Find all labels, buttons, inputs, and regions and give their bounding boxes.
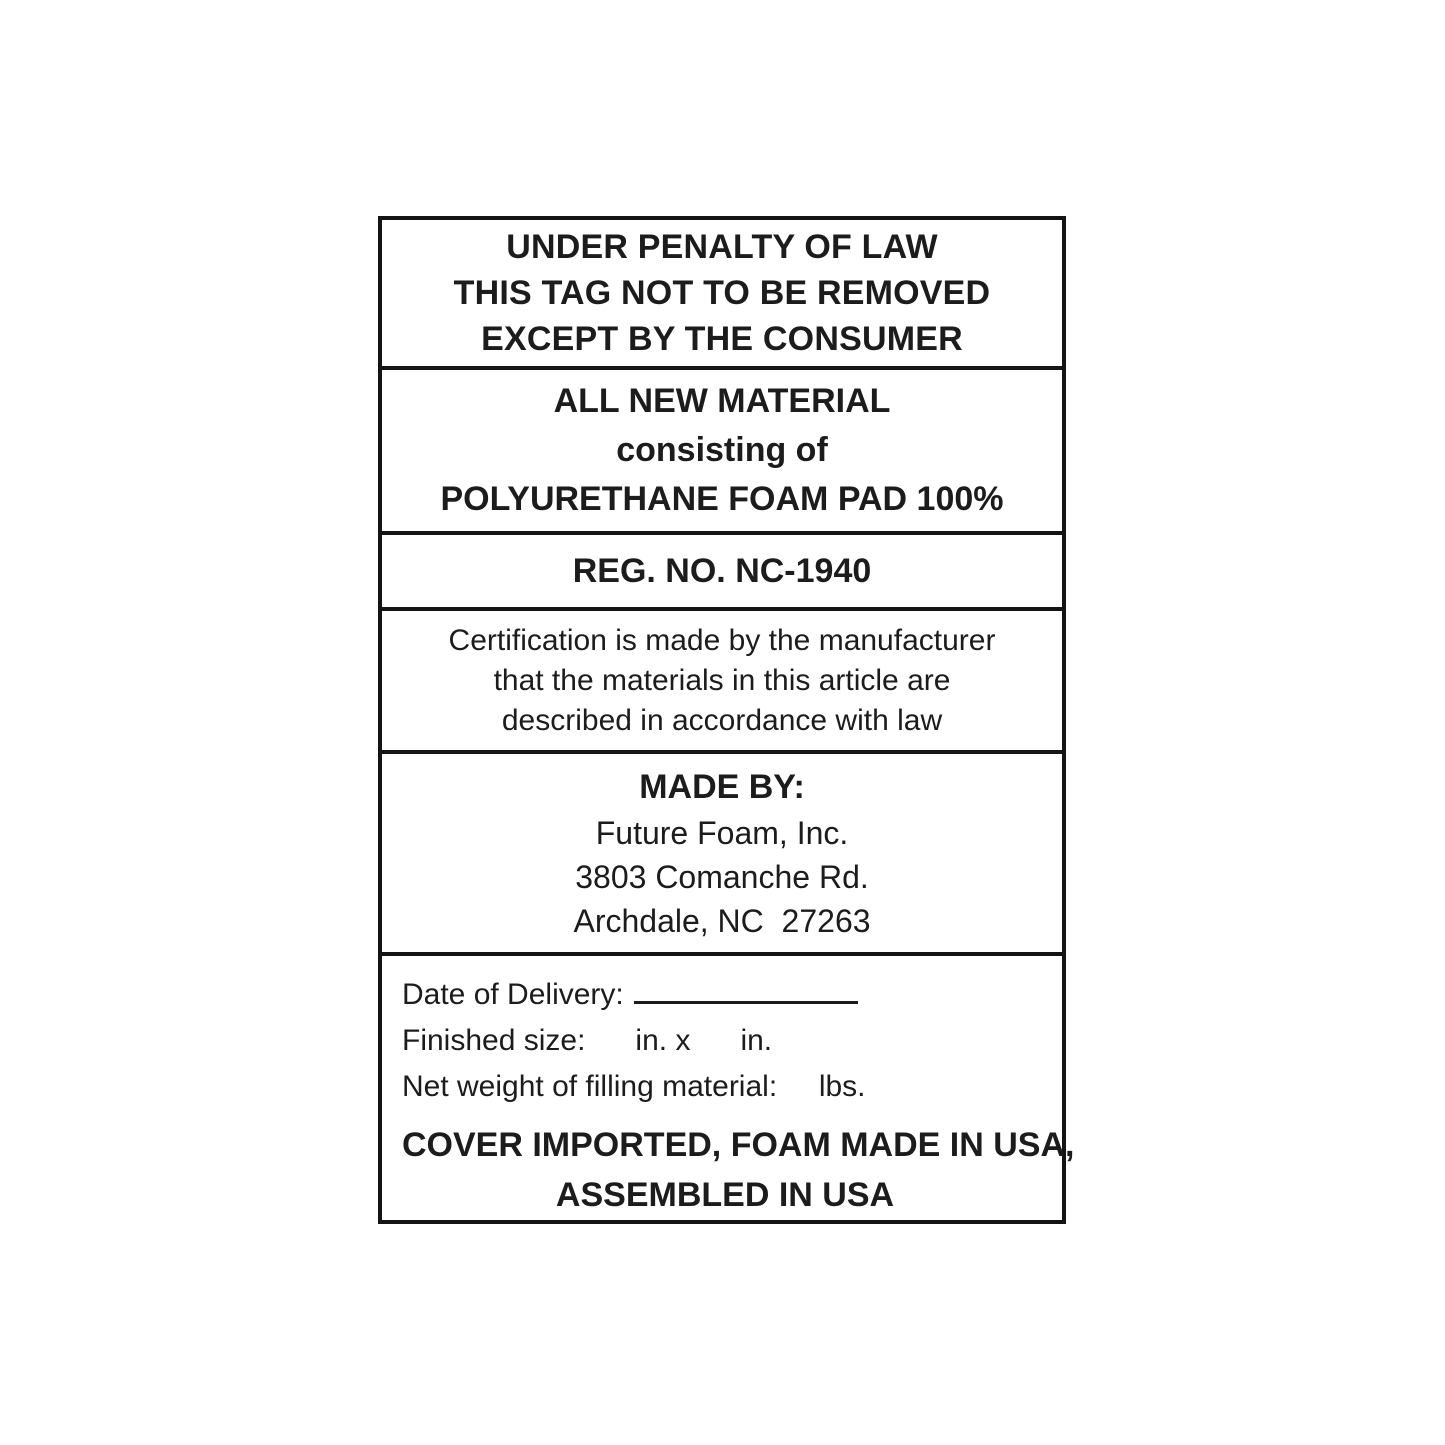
- date-of-delivery-label: Date of Delivery:: [402, 978, 624, 1011]
- origin-line: COVER IMPORTED, FOAM MADE IN USA,: [402, 1126, 1075, 1164]
- made-by-section: [382, 754, 1062, 956]
- law-tag-label: [378, 216, 1075, 1224]
- manufacturer-street: 3803 Comanche Rd.: [575, 859, 869, 895]
- finished-size-row: Finished size: in. x in.: [402, 1024, 773, 1057]
- date-of-delivery-blank-line: [634, 974, 858, 1004]
- certification-section: [382, 611, 1062, 754]
- manufacturer-name: Future Foam, Inc.: [595, 815, 849, 851]
- material-section: [382, 370, 1062, 535]
- certification-line: described in accordance with law: [501, 703, 943, 737]
- material-line: ALL NEW MATERIAL: [553, 382, 891, 420]
- material-line: POLYURETHANE FOAM PAD 100%: [440, 480, 1004, 518]
- made-by-heading: MADE BY:: [639, 768, 805, 806]
- penalty-line: EXCEPT BY THE CONSUMER: [481, 320, 963, 358]
- certification-line: that the materials in this article are: [493, 663, 951, 697]
- material-line: consisting of: [616, 431, 828, 469]
- origin-statement: [402, 1120, 1075, 1220]
- registration-number: REG. NO. NC-1940: [572, 552, 872, 590]
- net-weight-row: Net weight of filling material: lbs.: [402, 1070, 866, 1103]
- manufacturer-city-state-zip: Archdale, NC 27263: [573, 903, 871, 939]
- origin-line: ASSEMBLED IN USA: [555, 1176, 895, 1214]
- certification-line: Certification is made by the manufacturer: [448, 623, 996, 657]
- registration-section: [382, 535, 1062, 611]
- details-section: [382, 956, 1075, 1220]
- penalty-section: [382, 220, 1062, 370]
- penalty-line: THIS TAG NOT TO BE REMOVED: [453, 274, 991, 312]
- penalty-line: UNDER PENALTY OF LAW: [506, 228, 938, 266]
- date-of-delivery-row: [402, 972, 1048, 1018]
